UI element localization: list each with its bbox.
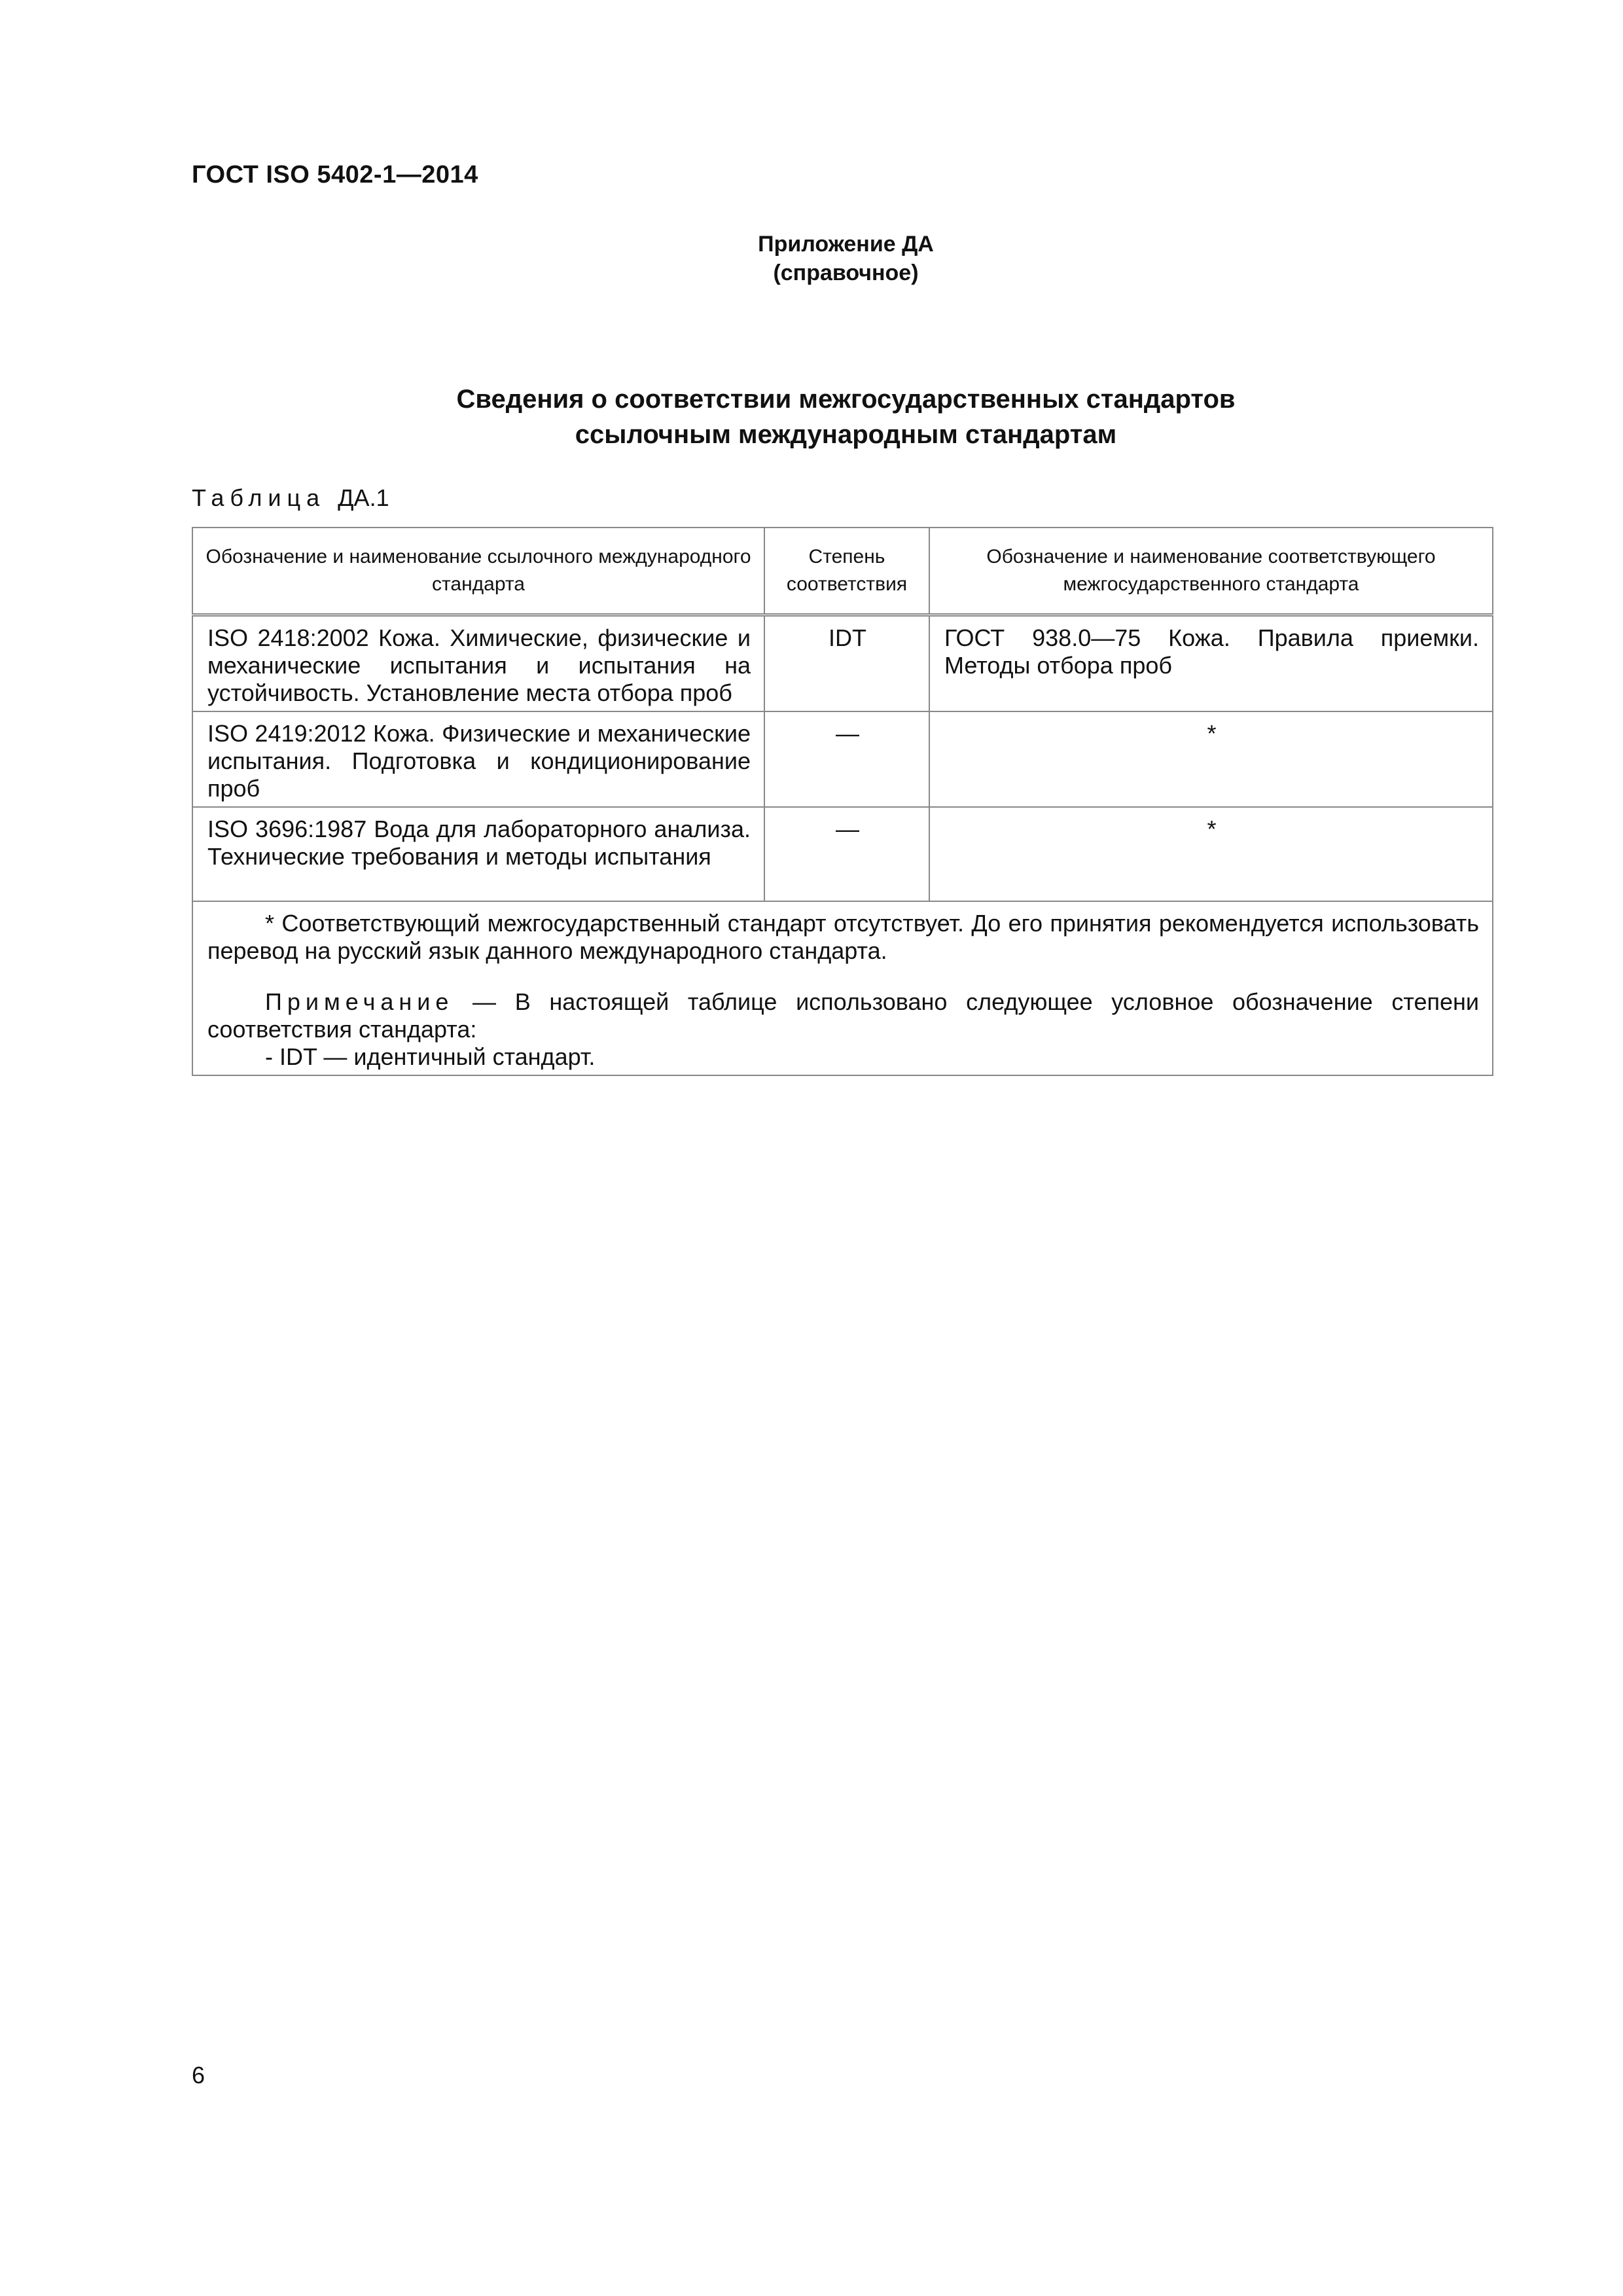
note-text: — В настоящей таблице использовано следующее условное обозначение степени соответствия стандарта: <box>207 988 1479 1043</box>
column-header: Обозначение и наименование соответствующего межгосударственного стандарта <box>929 528 1493 615</box>
annex-title: Приложение ДА <box>758 232 934 257</box>
table-cell: IDT <box>764 615 929 712</box>
table-label <box>192 484 389 512</box>
table-label-number: ДА.1 <box>338 484 389 511</box>
table-row <box>192 807 1493 901</box>
table-cell: ГОСТ 938.0—75 Кожа. Правила приемки. Методы отбора проб <box>929 615 1493 712</box>
heading-line-2: ссылочным международным стандартам <box>575 420 1117 449</box>
table-footer <box>192 901 1493 1075</box>
heading-line-1: Сведения о соответствии межгосударственных стандартов <box>456 385 1236 414</box>
table-label-word: Таблица <box>192 484 326 511</box>
table-row <box>192 615 1493 712</box>
note-label: Примечание <box>265 988 454 1015</box>
document-code: ГОСТ ISO 5402-1—2014 <box>192 161 478 188</box>
annex-type: (справочное) <box>773 260 919 285</box>
footnote: * Соответствующий межгосударственный стандарт отсутствует. До его принятия рекомендуется использовать перевод на русский язык данного международного стандарта. <box>207 910 1479 964</box>
table-cell: * <box>929 711 1493 807</box>
table-cell: ISO 3696:1987 Вода для лабораторного анализа. Технические требования и методы испытания <box>192 807 764 901</box>
table-row <box>192 711 1493 807</box>
table-footer-row <box>192 901 1493 1075</box>
table-cell: ISO 2418:2002 Кожа. Химические, физические и механические испытания и испытания на устойчивость. Установление места отбора проб <box>192 615 764 712</box>
note-item: - IDT — идентичный стандарт. <box>265 1043 596 1070</box>
column-header: Степень соответствия <box>764 528 929 615</box>
table-header-row <box>192 528 1493 615</box>
table-cell: — <box>764 711 929 807</box>
section-heading <box>0 382 1623 452</box>
table-cell: * <box>929 807 1493 901</box>
page-number: 6 <box>192 2062 205 2089</box>
column-header: Обозначение и наименование ссылочного международного стандарта <box>192 528 764 615</box>
standards-table <box>192 527 1493 1076</box>
table-cell: ISO 2419:2012 Кожа. Физические и механические испытания. Подготовка и кондиционирование проб <box>192 711 764 807</box>
table-cell: — <box>764 807 929 901</box>
note <box>207 988 1479 1043</box>
